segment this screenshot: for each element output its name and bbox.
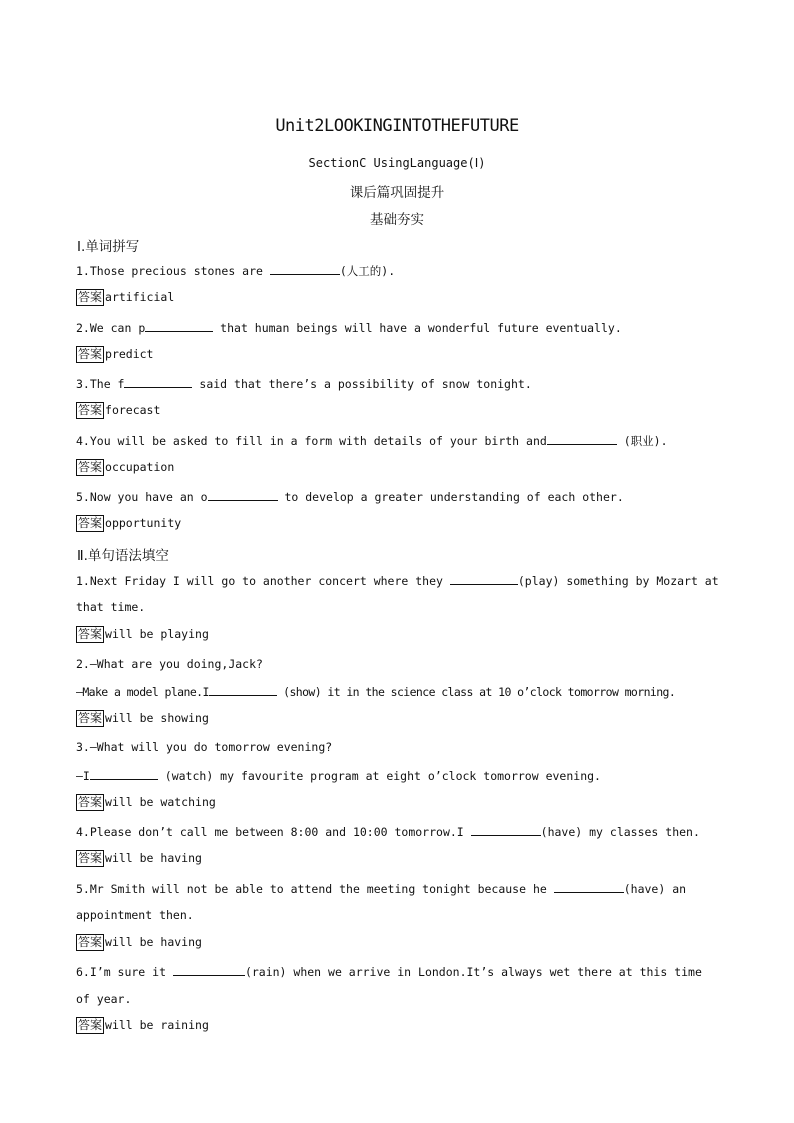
part2-question-2 [76,684,675,699]
answer-blank [208,489,278,501]
answer-text: will be having [105,851,202,865]
answer-label: 答案 [78,711,103,725]
answer-blank [547,433,617,445]
answer-label: 答案 [78,403,103,417]
question-text: said that there’s a possibility of snow tonight. [192,377,532,391]
hint-letter: f [117,377,125,391]
part1-answer-1 [76,289,174,306]
part2-answer-2 [76,710,209,727]
question-text: (show) it in the science class at 10 o’clock tomorrow morning. [276,685,676,699]
answer-text: will be watching [105,795,216,809]
answer-label: 答案 [78,851,103,865]
part1-heading: Ⅰ.单词拼写 [77,239,140,255]
answer-text: artificial [105,290,175,304]
answer-blank [145,320,213,332]
answer-blank [124,376,192,388]
question-text: 5.Now you have an [76,490,201,504]
answer-label: 答案 [78,1018,103,1032]
question-text: 4.You will be asked to fill in a form with details of your birth and [76,434,547,448]
answer-text: occupation [105,460,175,474]
answer-label: 答案 [78,795,103,809]
question-text: —I [76,769,90,783]
hint-letter: p [138,321,146,335]
answer-text: will be showing [105,711,209,725]
answer-label: 答案 [78,460,103,474]
question-text: 1.Next Friday I will go to another concert where they [76,574,450,588]
answer-blank [450,573,518,585]
answer-blank [90,768,158,780]
answer-blank [173,964,245,976]
part2-answer-3 [76,794,216,811]
question-text: —Make a model plane.I [76,685,209,699]
part2-question-4 [76,824,700,839]
part2-question-2-line1: 2.—What are you doing,Jack? [76,657,263,671]
question-text: 6.I’m sure it [76,965,173,979]
answer-blank [554,881,624,893]
part1-answer-4 [76,459,174,476]
part2-question-1-cont: that time. [76,600,146,614]
answer-text: will be having [105,935,202,949]
question-text: (have) my classes then. [540,825,700,839]
answer-label: 答案 [78,935,103,949]
answer-label: 答案 [78,290,103,304]
part1-question-4 [76,433,668,449]
part2-answer-4 [76,850,202,867]
part2-question-5-cont: appointment then. [76,908,194,922]
part2-heading: Ⅱ.单句语法填空 [77,548,169,564]
part2-question-1 [76,573,719,588]
answer-label: 答案 [78,516,103,530]
question-text: (人工的). [339,264,396,278]
answer-blank [471,824,541,836]
hint-letter: o [200,490,208,504]
question-text: (have) an [623,882,687,896]
part1-answer-3 [76,402,160,419]
answer-blank [209,684,277,696]
question-text: 4.Please don’t call me between 8:00 and 10:00 tomorrow.I [76,825,471,839]
question-text: (watch) my favourite program at eight o’clock tomorrow evening. [157,769,601,783]
question-text: 5.Mr Smith will not be able to attend the meeting tonight because he [76,882,554,896]
answer-label: 答案 [78,347,103,361]
part2-answer-6 [76,1017,209,1034]
part2-question-3 [76,768,601,783]
answer-text: will be raining [105,1018,209,1032]
question-text: (rain) when we arrive in London.It’s always wet there at this time [244,965,702,979]
part2-answer-1 [76,626,209,643]
part1-question-2 [76,320,622,335]
question-text: to develop a greater understanding of each other. [277,490,624,504]
answer-blank [270,263,340,275]
part2-question-5 [76,881,686,896]
answer-text: opportunity [105,516,182,530]
question-text: 1.Those precious stones are [76,264,270,278]
question-text: 3.The [76,377,118,391]
part2-answer-5 [76,934,202,951]
page-title: Unit2LOOKINGINTOTHEFUTURE [275,116,519,136]
part1-question-1 [76,263,395,279]
answer-label: 答案 [78,627,103,641]
section-subtitle: SectionC UsingLanguage(Ⅰ) [308,156,486,170]
subtitle-basics: 基础夯实 [370,212,424,228]
question-text: (职业). [616,434,668,448]
part1-question-3 [76,376,532,391]
part1-question-5 [76,489,624,504]
question-text: (play) something by Mozart at [517,574,719,588]
answer-text: forecast [105,403,161,417]
part2-question-6 [76,964,702,979]
part1-answer-2 [76,346,153,363]
question-text: that human beings will have a wonderful future eventually. [213,321,622,335]
subtitle-practice: 课后篇巩固提升 [349,185,445,201]
question-text: 2.We can [76,321,139,335]
answer-text: will be playing [105,627,209,641]
part2-question-3-line1: 3.—What will you do tomorrow evening? [76,740,333,754]
answer-text: predict [105,347,154,361]
part2-question-6-cont: of year. [76,992,132,1006]
part1-answer-5 [76,515,181,532]
